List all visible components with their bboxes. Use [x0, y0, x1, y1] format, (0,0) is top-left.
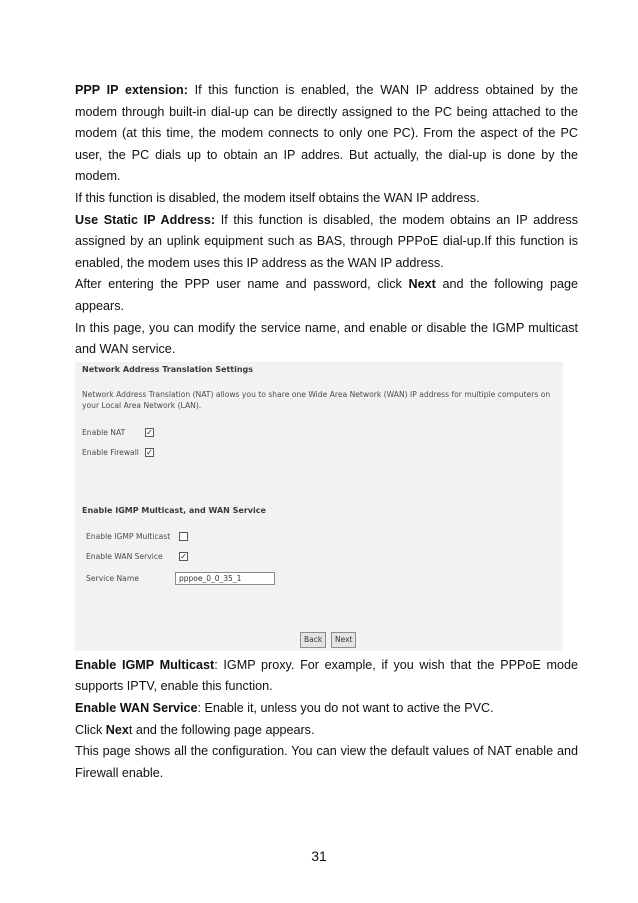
after-entering-next: Next	[408, 277, 436, 292]
after-entering-pre: After entering the PPP user name and password, click	[75, 277, 409, 292]
in-this-page-paragraph: In this page, you can modify the service name, and enable or disable the IGMP multicast and WAN service.	[75, 320, 578, 357]
enable-igmp-row	[86, 532, 170, 541]
click-next-post: t and the following page appears.	[128, 722, 315, 737]
igmp-section-title: Enable IGMP Multicast, and WAN Service	[82, 505, 266, 515]
service-name-label: Service Name	[86, 573, 139, 583]
nat-settings-title: Network Address Translation Settings	[82, 364, 254, 374]
click-next-paragraph	[75, 720, 578, 742]
click-next-bold: Nex	[105, 722, 129, 737]
summary-paragraph: This page shows all the configuration. You can view the default values of NAT enable and Firewall enable.	[75, 744, 578, 780]
next-button[interactable]: Next	[331, 632, 356, 648]
static-ip-text: If this function is disabled, the modem obtains an IP address assigned by an uplink equipment such as BAS, through PPPoE dial-up.If this function is enabled, the modem uses this IP address as the WAN IP address.	[75, 212, 579, 270]
page-body	[75, 80, 578, 784]
ppp-ip-extension-text: If this function is enabled, the WAN IP address obtained by the modem through built-in dial-up can be directly assigned to the PC being attached to the modem (at this time, the modem connects to only one PC). From the aspect of the PC user, the PC dials up to obtain an IP addres. But actually, the dial-up is done by the modem.	[75, 83, 579, 184]
ppp-ip-extension-paragraph	[75, 80, 578, 188]
enable-firewall-row	[82, 448, 139, 457]
back-button[interactable]: Back	[300, 632, 326, 648]
igmp-multicast-paragraph	[75, 655, 578, 698]
ppp-ip-disabled-paragraph: If this function is disabled, the modem itself obtains the WAN IP address.	[75, 190, 480, 205]
after-entering-paragraph	[75, 274, 578, 317]
wan-service-label: Enable WAN Service	[75, 700, 198, 715]
nat-description: Network Address Translation (NAT) allows you to share one Wide Area Network (WAN) IP address for multiple computers on your Local Area Network (LAN).	[82, 389, 551, 410]
enable-wan-label: Enable WAN Service	[86, 551, 163, 561]
enable-igmp-checkbox[interactable]	[179, 532, 188, 541]
enable-wan-row	[86, 552, 163, 561]
static-ip-paragraph	[75, 210, 578, 275]
click-next-pre: Click	[75, 722, 106, 737]
enable-wan-checkbox[interactable]: ✓	[180, 551, 187, 561]
enable-nat-checkbox[interactable]: ✓	[146, 427, 153, 437]
wan-service-paragraph	[75, 698, 578, 720]
nat-settings-screenshot	[75, 362, 563, 651]
enable-firewall-label: Enable Firewall	[82, 447, 139, 457]
after-entering-post: and the following page appears.	[75, 277, 578, 313]
enable-nat-row	[82, 428, 125, 437]
enable-nat-label: Enable NAT	[82, 427, 126, 437]
igmp-multicast-text: : IGMP proxy. For example, if you wish that the PPPoE mode supports IPTV, enable this function.	[75, 657, 578, 694]
ppp-ip-extension-label: PPP IP extension:	[75, 83, 188, 97]
static-ip-label: Use Static IP Address:	[75, 212, 216, 227]
igmp-multicast-label: Enable IGMP Multicast	[75, 657, 215, 672]
service-name-row	[86, 574, 139, 583]
service-name-input[interactable]	[175, 572, 275, 585]
page-number: 31	[311, 848, 327, 864]
wan-service-text: : Enable it, unless you do not want to active the PVC.	[197, 700, 494, 715]
enable-igmp-label: Enable IGMP Multicast	[86, 531, 171, 541]
enable-firewall-checkbox[interactable]: ✓	[146, 447, 153, 457]
